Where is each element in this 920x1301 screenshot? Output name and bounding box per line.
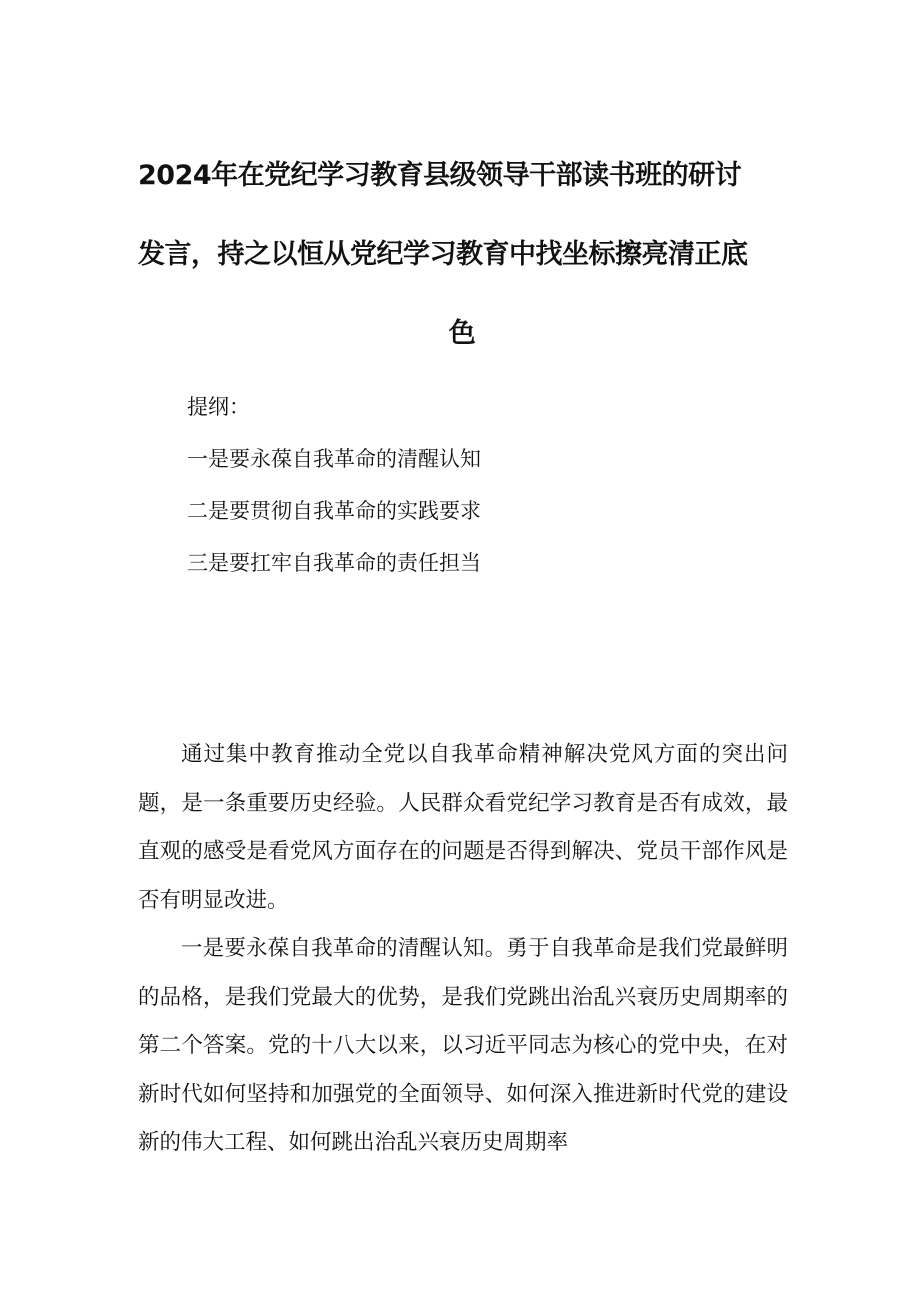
outline-section — [187, 381, 747, 589]
outline-heading: 提纲： — [187, 395, 250, 419]
body-paragraph: 一是要永葆自我革命的清醒认知。勇于自我革命是我们党最鲜明的品格，是我们党最大的优势，是我们党跳出治乱兴衰历史周期率的第二个答案。党的十八大以来，以习近平同志为核心的党中央，在对新时代如何坚持和加强党的全面领导、如何深入推进新时代党的建设新的伟大工程、如何跳出治乱兴衰历史周期率 — [138, 936, 788, 1155]
title-line-3: 色 — [448, 318, 476, 349]
body-paragraph: 通过集中教育推动全党以自我革命精神解决党风方面的突出问题，是一条重要历史经验。人民群众看党纪学习教育是否有成效，最直观的感受是看党风方面存在的问题是否得到解决、党员干部作风是否有明显改进。 — [138, 742, 788, 913]
body-text — [138, 731, 788, 1168]
outline-item: 一是要永葆自我革命的清醒认知 — [187, 447, 481, 471]
title-line-2: 发言，持之以恒从党纪学习教育中找坐标擦亮清正底 — [138, 239, 748, 270]
outline-item: 二是要贯彻自我革命的实践要求 — [187, 499, 481, 523]
document-title — [138, 136, 786, 373]
outline-item: 三是要扛牢自我革命的责任担当 — [187, 551, 481, 575]
title-line-1: 2024年在党纪学习教育县级领导干部读书班的研讨 — [138, 160, 742, 191]
